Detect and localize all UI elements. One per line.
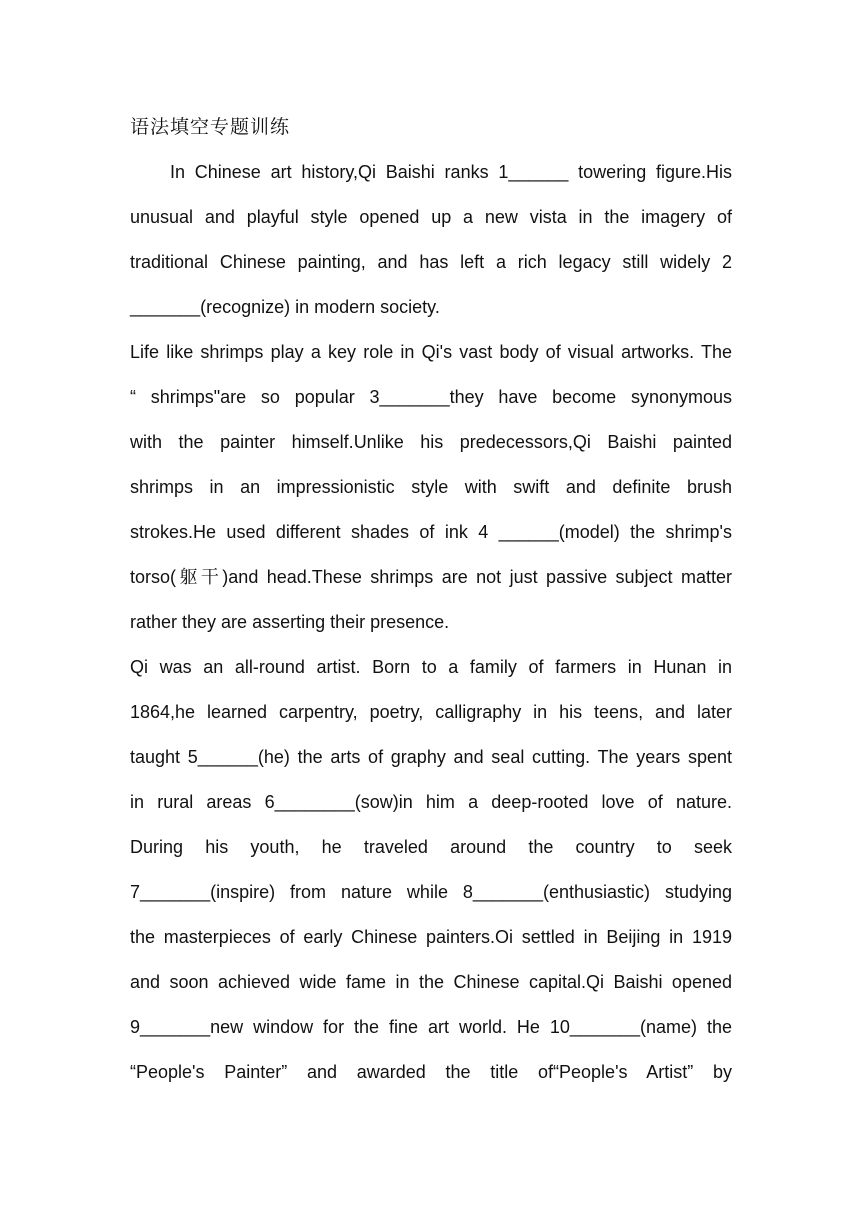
passage-line: Life like shrimps play a key role in Qi's vast body of visual artworks. The <box>130 342 732 362</box>
passage-line: the masterpieces of early Chinese painters.Oi settled in Beijing in 1919 <box>130 927 732 947</box>
passage-line: unusual and playful style opened up a new vista in the imagery of <box>130 207 732 227</box>
passage-line: 7_______(inspire) from nature while 8_______(enthusiastic) studying <box>130 882 732 902</box>
passage-line: In Chinese art history,Qi Baishi ranks 1______ towering figure.His <box>170 162 732 182</box>
passage-line: rather they are asserting their presence. <box>130 612 450 632</box>
passage-line: 9_______new window for the fine art world. He 10_______(name) the <box>130 1017 732 1037</box>
passage-line: in rural areas 6________(sow)in him a deep-rooted love of nature. <box>130 792 732 812</box>
passage-line: Qi was an all-round artist. Born to a family of farmers in Hunan in <box>130 657 732 677</box>
passage-line: torso(躯干)and head.These shrimps are not just passive subject matter <box>130 567 732 587</box>
passage-line: and soon achieved wide fame in the Chinese capital.Qi Baishi opened <box>130 972 732 992</box>
page-title: 语法填空专题训练 <box>130 116 291 138</box>
passage-line: _______(recognize) in modern society. <box>130 297 440 317</box>
passage-line: “ shrimps"are so popular 3_______they have become synonymous <box>130 387 732 407</box>
passage-line: shrimps in an impressionistic style with swift and definite brush <box>130 477 732 497</box>
passage-line: taught 5______(he) the arts of graphy and seal cutting. The years spent <box>130 747 732 767</box>
passage-line: traditional Chinese painting, and has left a rich legacy still widely 2 <box>130 252 732 272</box>
passage-line: During his youth, he traveled around the country to seek <box>130 837 732 857</box>
passage <box>130 150 732 1095</box>
passage-line: “People's Painter” and awarded the title of“People's Artist” by <box>130 1062 732 1082</box>
passage-line: 1864,he learned carpentry, poetry, calligraphy in his teens, and later <box>130 702 732 722</box>
passage-line: with the painter himself.Unlike his predecessors,Qi Baishi painted <box>130 432 732 452</box>
passage-line: strokes.He used different shades of ink 4 ______(model) the shrimp's <box>130 522 732 542</box>
